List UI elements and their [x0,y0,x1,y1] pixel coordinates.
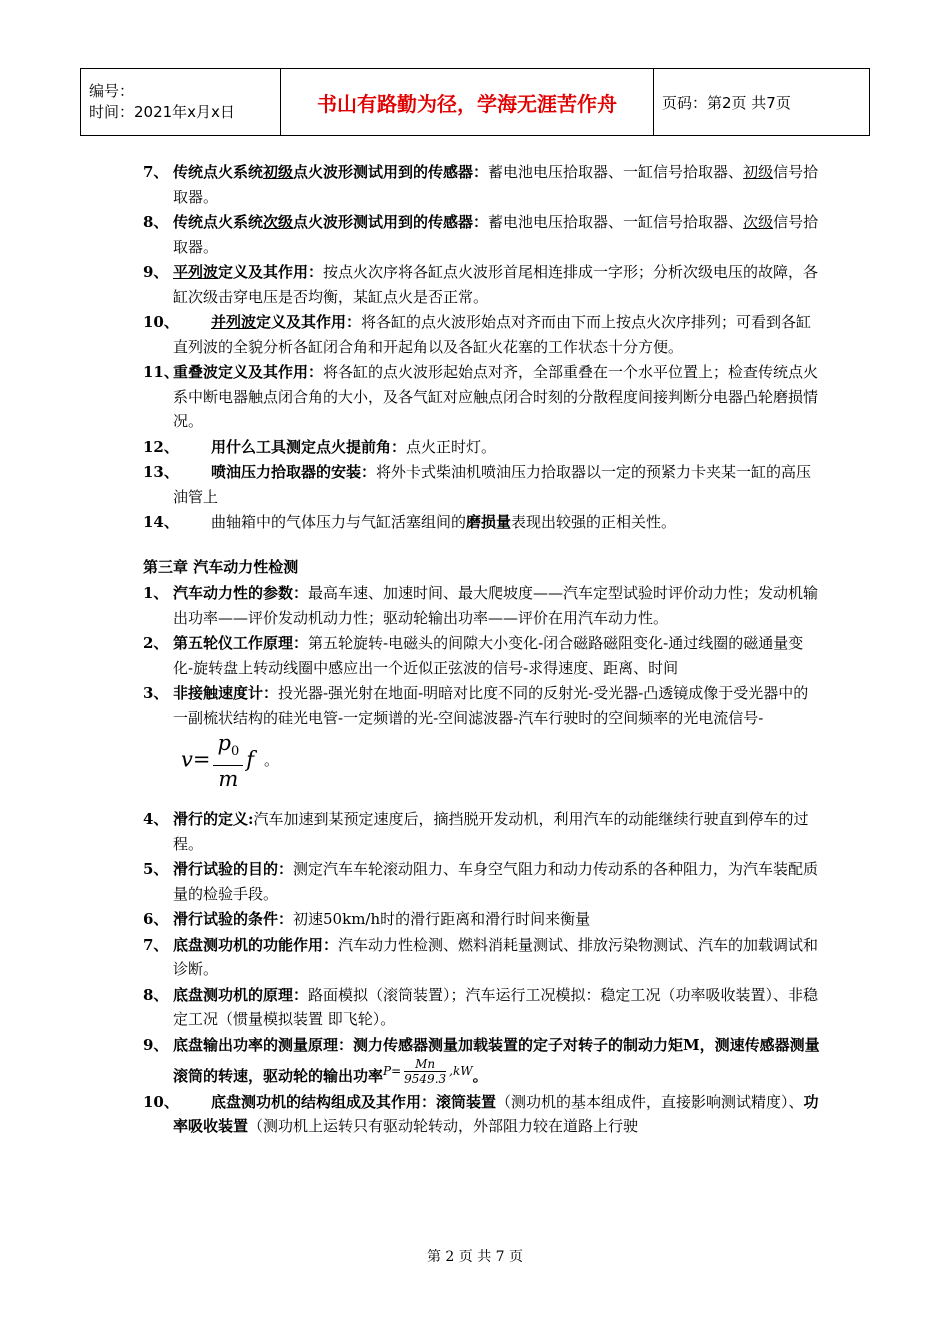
list-item: 10、 底盘测功机的结构组成及其作用：滚筒装置（测功机的基本组成件，直接影响测试精度）、功率吸收装置（测功机上运转只有驱动轮转动，外部阻力较在道路上行驶 [143,1092,819,1136]
page-footer: 第 2 页 共 7 页 [426,1249,524,1265]
power-formula: P= $\frac{Mn}{9549.3}$ ,kW [383,1057,473,1087]
list-item: 4、 滑行的定义:汽车加速到某预定速度后，摘挡脱开发动机，利用汽车的动能继续行驶直到停车的过程。 [143,810,809,853]
list-item: 8、 传统点火系统次级点火波形测试用到的传感器：蓄电池电压拾取器、一缸信号拾取器、次级信号拾取器。 [143,213,819,256]
list-item: 11、 重叠波定义及其作用：将各缸的点火波形起始点对齐，全部重叠在一个水平位置上；检查传统点火系中断电器触点闭合角的大小，及各气缸对应触点闭合时刻的分散程度间接判断分电器凸轮磨损情况。 [143,363,819,430]
header-time: 时间：2021年x月x日 [89,103,235,121]
list-item: 6、 滑行试验的条件：初速50km/h时的滑行距离和滑行时间来衡量 [143,910,591,929]
list-item: 13、 喷油压力拾取器的安装：将外卡式柴油机喷油压力拾取器以一定的预紧力卡夹某一缸的高压油管上 [143,463,812,506]
list-item: 10、 并列波定义及其作用：将各缸的点火波形始点对齐而由下而上按点火次序排列；可看到各缸直列波的全貌分析各缸闭合角和开起角以及各缸火花塞的工作状态十分方便。 [143,313,812,356]
list-item: 5、 滑行试验的目的：测定汽车车轮滚动阻力、车身空气阻力和动力传动系的各种阻力，为汽车装配质量的检验手段。 [143,860,819,903]
list-item: 14、 曲轴箱中的气体压力与气缸活塞组间的磨损量表现出较强的正相关性。 [143,513,677,531]
header-left-cell [81,69,281,136]
chapter-title: 第三章 汽车动力性检测 [143,557,299,576]
header-page: 页码：第2页 共7页 [654,69,870,136]
list-item: 9、 平列波定义及其作用：按点火次序将各缸点火波形首尾相连排成一字形；分析次级电压的故障，各缸次级击穿电压是否均衡，某缸点火是否正常。 [143,263,819,306]
header-motto: 书山有路勤为径，学海无涯苦作舟 [281,69,654,136]
list-item: 9、 底盘输出功率的测量原理：测力传感器测量加载装置的定子对转子的制动力矩M，测速传感器测量滚筒的转速，驱动轮的输出功率P= $\frac{Mn}{9549.3}$ ,kW。 [143,1035,820,1087]
header-number: 编号： [89,82,135,100]
page-header [80,68,870,136]
velocity-formula: v= $\frac{p_0}{m}$ f [181,731,254,792]
list-item: 8、 底盘测功机的原理：路面模拟（滚筒装置）；汽车运行工况模拟：稳定工况（功率吸收装置）、非稳定工况（惯量模拟装置 即飞轮）。 [143,985,819,1029]
list-item: 3、 非接触速度计：投光器-强光射在地面-明暗对比度不同的反射光-受光器-凸透镜成像于受光器中的一副梳状结构的硅光电管-一定频谱的光-空间滤波器-汽车行驶时的空间频率的光电流信号-v= $\frac{p_0}{m}$ f 。 [143,684,809,792]
list-item: 7、 底盘测功机的功能作用：汽车动力性检测、燃料消耗量测试、排放污染物测试、汽车的加载调试和诊断。 [143,935,819,979]
list-item: 7、 传统点火系统初级点火波形测试用到的传感器：蓄电池电压拾取器、一缸信号拾取器、初级信号拾取器。 [143,163,819,206]
list-item: 1、 汽车动力性的参数：最高车速、加速时间、最大爬坡度——汽车定型试验时评价动力性；发动机输出功率——评价发动机动力性；驱动轮输出功率——评价在用汽车动力性。 [143,584,819,627]
document-body [143,160,823,1140]
list-item: 2、 第五轮仪工作原理：第五轮旋转-电磁头的间隙大小变化-闭合磁路磁阻变化-通过线圈的磁通量变化-旋转盘上转动线圈中感应出一个近似正弦波的信号-求得速度、距离、时间 [143,634,804,677]
list-item: 12、 用什么工具测定点火提前角：点火正时灯。 [143,437,497,456]
